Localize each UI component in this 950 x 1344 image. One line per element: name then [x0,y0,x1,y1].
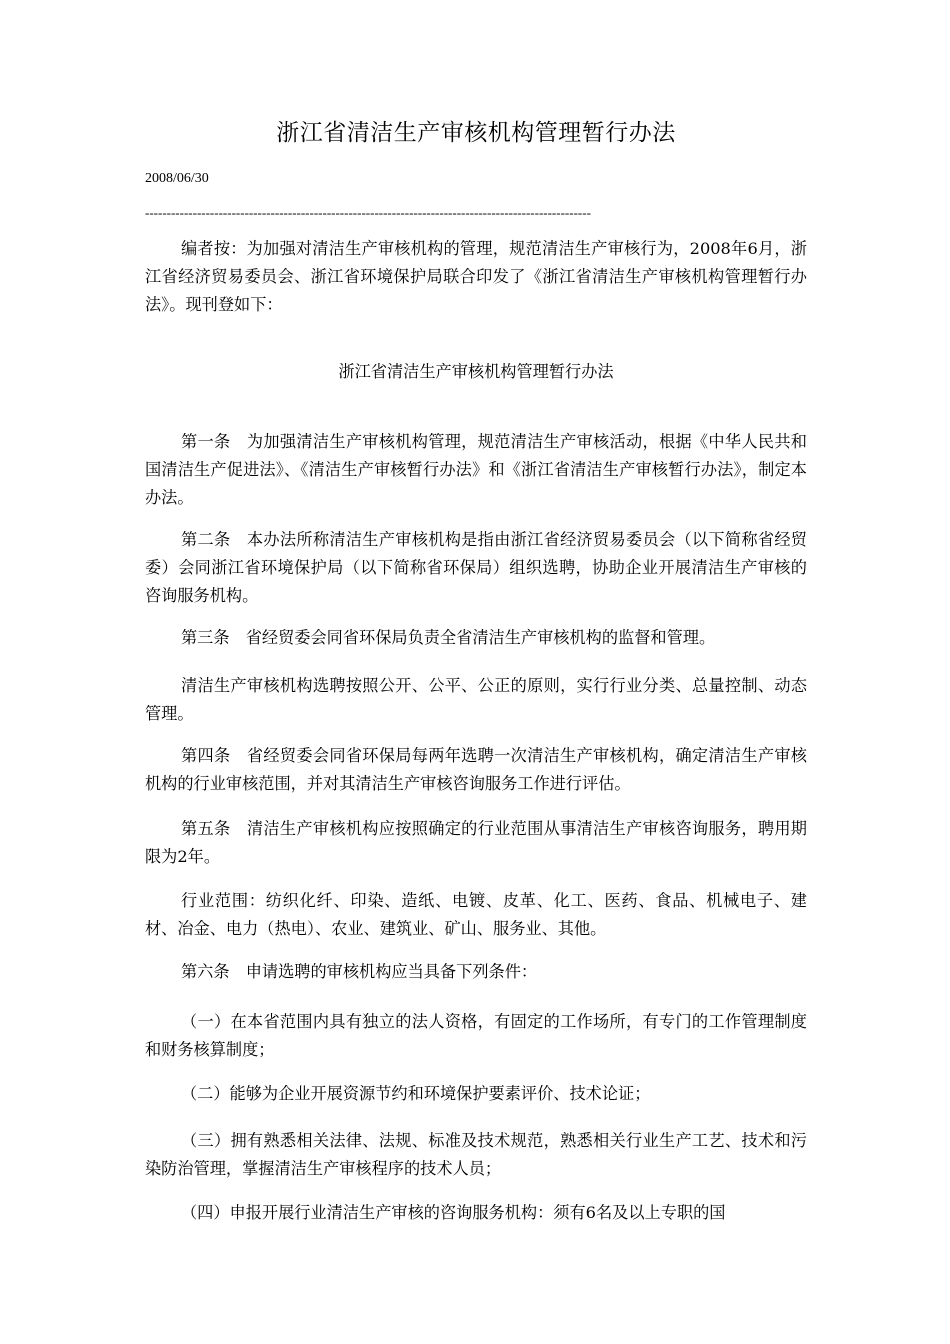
editor-note: 编者按：为加强对清洁生产审核机构的管理，规范清洁生产审核行为，2008年6月，浙江省经济贸易委员会、浙江省环境保护局联合印发了《浙江省清洁生产审核机构管理暂行办法》。现刊登如下： [145,239,807,314]
separator-line: ------------------------------------------------------------------------------------------------------- [145,205,591,220]
condition-2: （二）能够为企业开展资源节约和环境保护要素评价、技术论证； [181,1084,651,1103]
condition-3: （三）拥有熟悉相关法律、法规、标准及技术规范，熟悉相关行业生产工艺、技术和污染防治管理，掌握清洁生产审核程序的技术人员； [145,1131,807,1178]
article-6: 第六条 申请选聘的审核机构应当具备下列条件： [181,962,538,981]
condition-4: （四）申报开展行业清洁生产审核的咨询服务机构：须有6名及以上专职的国 [181,1203,726,1222]
article-5: 第五条 清洁生产审核机构应按照确定的行业范围从事清洁生产审核咨询服务，聘用期限为2年。 [145,819,807,866]
article-4: 第四条 省经贸委会同省环保局每两年选聘一次清洁生产审核机构，确定清洁生产审核机构的行业审核范围，并对其清洁生产审核咨询服务工作进行评估。 [145,746,807,793]
publish-date: 2008/06/30 [145,171,209,186]
condition-1: （一）在本省范围内具有独立的法人资格，有固定的工作场所，有专门的工作管理制度和财务核算制度； [145,1012,807,1059]
article-3: 第三条 省经贸委会同省环保局负责全省清洁生产审核机构的监督和管理。 [181,628,716,647]
article-1: 第一条 为加强清洁生产审核机构管理，规范清洁生产审核活动，根据《中华人民共和国清洁生产促进法》、《清洁生产审核暂行办法》和《浙江省清洁生产审核暂行办法》，制定本办法。 [145,432,807,507]
article-2: 第二条 本办法所称清洁生产审核机构是指由浙江省经济贸易委员会（以下简称省经贸委）会同浙江省环境保护局（以下简称省环保局）组织选聘，协助企业开展清洁生产审核的咨询服务机构。 [145,530,807,605]
document-title: 浙江省清洁生产审核机构管理暂行办法 [276,120,676,146]
article-3-principles: 清洁生产审核机构选聘按照公开、公平、公正的原则，实行行业分类、总量控制、动态管理。 [145,676,807,723]
article-5-industry-scope: 行业范围：纺织化纤、印染、造纸、电镀、皮革、化工、医药、食品、机械电子、建材、冶金、电力（热电）、农业、建筑业、矿山、服务业、其他。 [145,891,807,938]
document-subtitle: 浙江省清洁生产审核机构管理暂行办法 [338,362,614,381]
